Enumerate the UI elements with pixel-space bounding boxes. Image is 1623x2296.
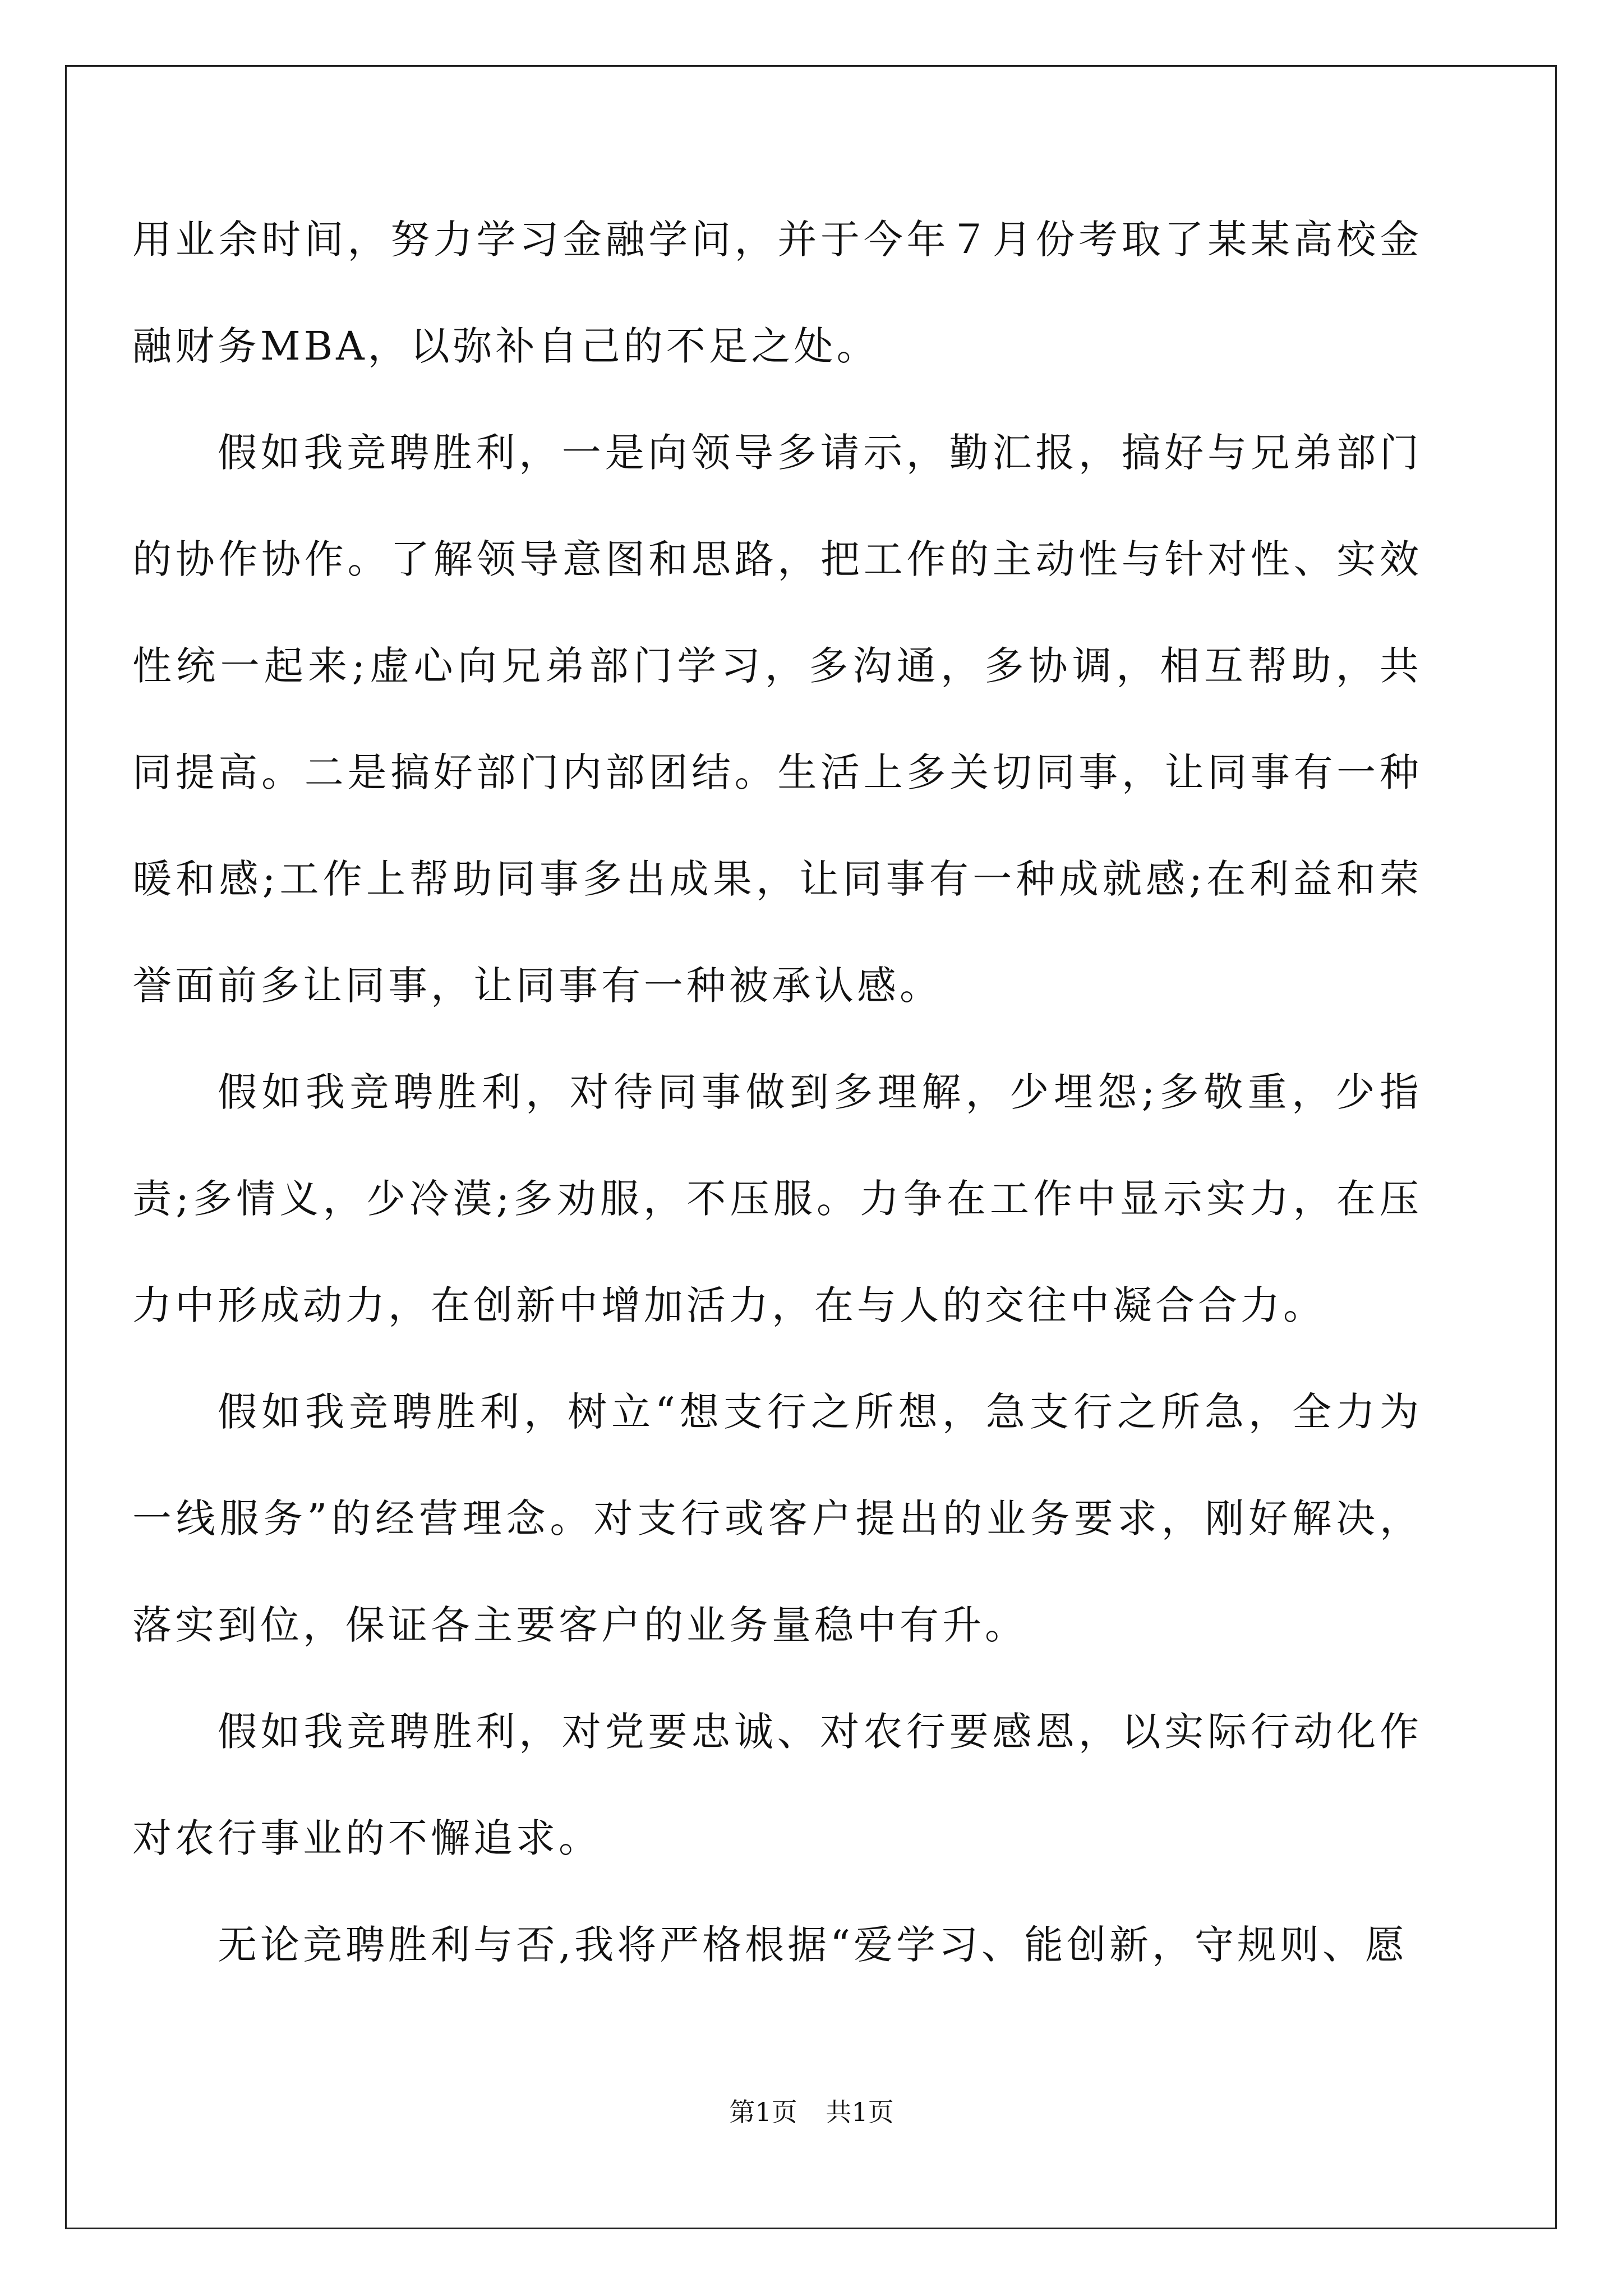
- page-total: 共1页: [826, 2097, 894, 2127]
- paragraph: 假如我竞聘胜利，一是向领导多请示，勤汇报，搞好与兄弟部门的协作协作。了解领导意图和思路，把工作的主动性与针对性、实效性统一起来;虚心向兄弟部门学习，多沟通，多协调，相互帮助，共同提高。二是搞好部门内部团结。生活上多关切同事，让同事有一种暖和感;工作上帮助同事多出成果，让同事有一种成就感;在利益和荣誉面前多让同事，让同事有一种被承认感。: [132, 430, 1422, 1009]
- paragraph: 假如我竞聘胜利，树立“想支行之所想，急支行之所急，全力为一线服务”的经营理念。对支行或客户提出的业务要求，刚好解决，落实到位，保证各主要客户的业务量稳中有升。: [132, 1389, 1422, 1648]
- paragraph: 假如我竞聘胜利，对待同事做到多理解，少埋怨;多敬重，少指责;多情义，少冷漠;多劝服，不压服。力争在工作中显示实力，在压力中形成动力，在创新中增加活力，在与人的交往中凝合合力。: [132, 1069, 1422, 1328]
- paragraph: 用业余时间，努力学习金融学问，并于今年７月份考取了某某高校金融财务MBA，以弥补自己的不足之处。: [132, 217, 1422, 369]
- page-footer: [0, 2092, 1623, 2132]
- page-number: 第1页: [729, 2097, 797, 2127]
- document-body: [132, 186, 1422, 1998]
- paragraph: 假如我竞聘胜利，对党要忠诚、对农行要感恩，以实际行动化作对农行事业的不懈追求。: [132, 1709, 1422, 1861]
- paragraph: 无论竞聘胜利与否,我将严格根据“爱学习、能创新，守规则、愿: [218, 1922, 1408, 1968]
